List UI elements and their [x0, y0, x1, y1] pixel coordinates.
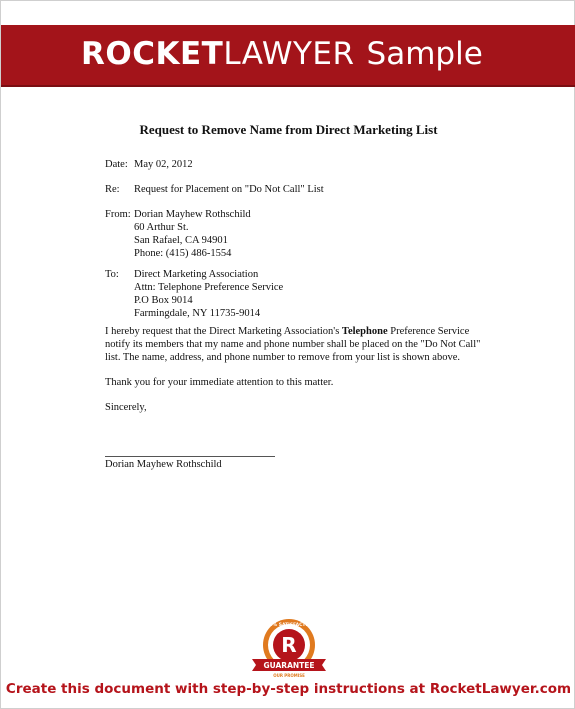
closing-text: Sincerely,: [105, 402, 147, 413]
from-line: Dorian Mayhew Rothschild: [134, 209, 251, 220]
to-line: Farmingdale, NY 11735-9014: [134, 308, 261, 319]
banner-sample-label: Sample: [366, 36, 483, 72]
seal-bottom-text: OUR PROMISE: [273, 673, 305, 678]
sample-banner: [1, 25, 575, 85]
to-line: Direct Marketing Association: [134, 269, 259, 280]
seal-letter: R: [281, 633, 297, 657]
date-value: May 02, 2012: [134, 159, 193, 170]
from-line: 60 Arthur St.: [134, 222, 189, 233]
to-address: [134, 268, 283, 320]
satisfaction-guarantee-seal-icon: [248, 617, 330, 679]
re-label: Re:: [105, 184, 120, 195]
body-text-2: Preference Service notify its members that my name and phone number shall be placed on the "Do Not Call" list. The name, address, and phone number to remove from your list is shown above.: [105, 326, 481, 363]
body-paragraph: [105, 325, 485, 364]
date-label: Date:: [105, 159, 128, 170]
footer-cta-link[interactable]: Create this document with step-by-step instructions at RocketLawyer.com: [5, 681, 572, 697]
thanks-paragraph: Thank you for your immediate attention to this matter.: [105, 377, 334, 388]
body-bold-word: Telephone: [341, 326, 388, 337]
document-title: Request to Remove Name from Direct Marketing List: [139, 122, 438, 137]
brand-rocket: ROCKET: [81, 36, 224, 72]
seal-ribbon-text: GUARANTEE: [263, 661, 315, 670]
banner-logo: [81, 32, 483, 76]
from-label: From:: [105, 209, 131, 220]
seal-top-text: 100% SATISFACTION: [263, 623, 315, 628]
from-line: Phone: (415) 486-1554: [134, 248, 232, 259]
re-value: Request for Placement on "Do Not Call" List: [134, 184, 324, 195]
from-address: [134, 208, 251, 260]
signature-name: Dorian Mayhew Rothschild: [105, 459, 222, 470]
to-label: To:: [105, 269, 119, 280]
signature-line: [105, 456, 275, 457]
brand-lawyer: LAWYER: [223, 36, 355, 72]
to-line: Attn: Telephone Preference Service: [134, 282, 284, 293]
to-line: P.O Box 9014: [134, 295, 193, 306]
from-line: San Rafael, CA 94901: [134, 235, 228, 246]
body-text-1: I hereby request that the Direct Marketing Association's: [105, 326, 342, 337]
